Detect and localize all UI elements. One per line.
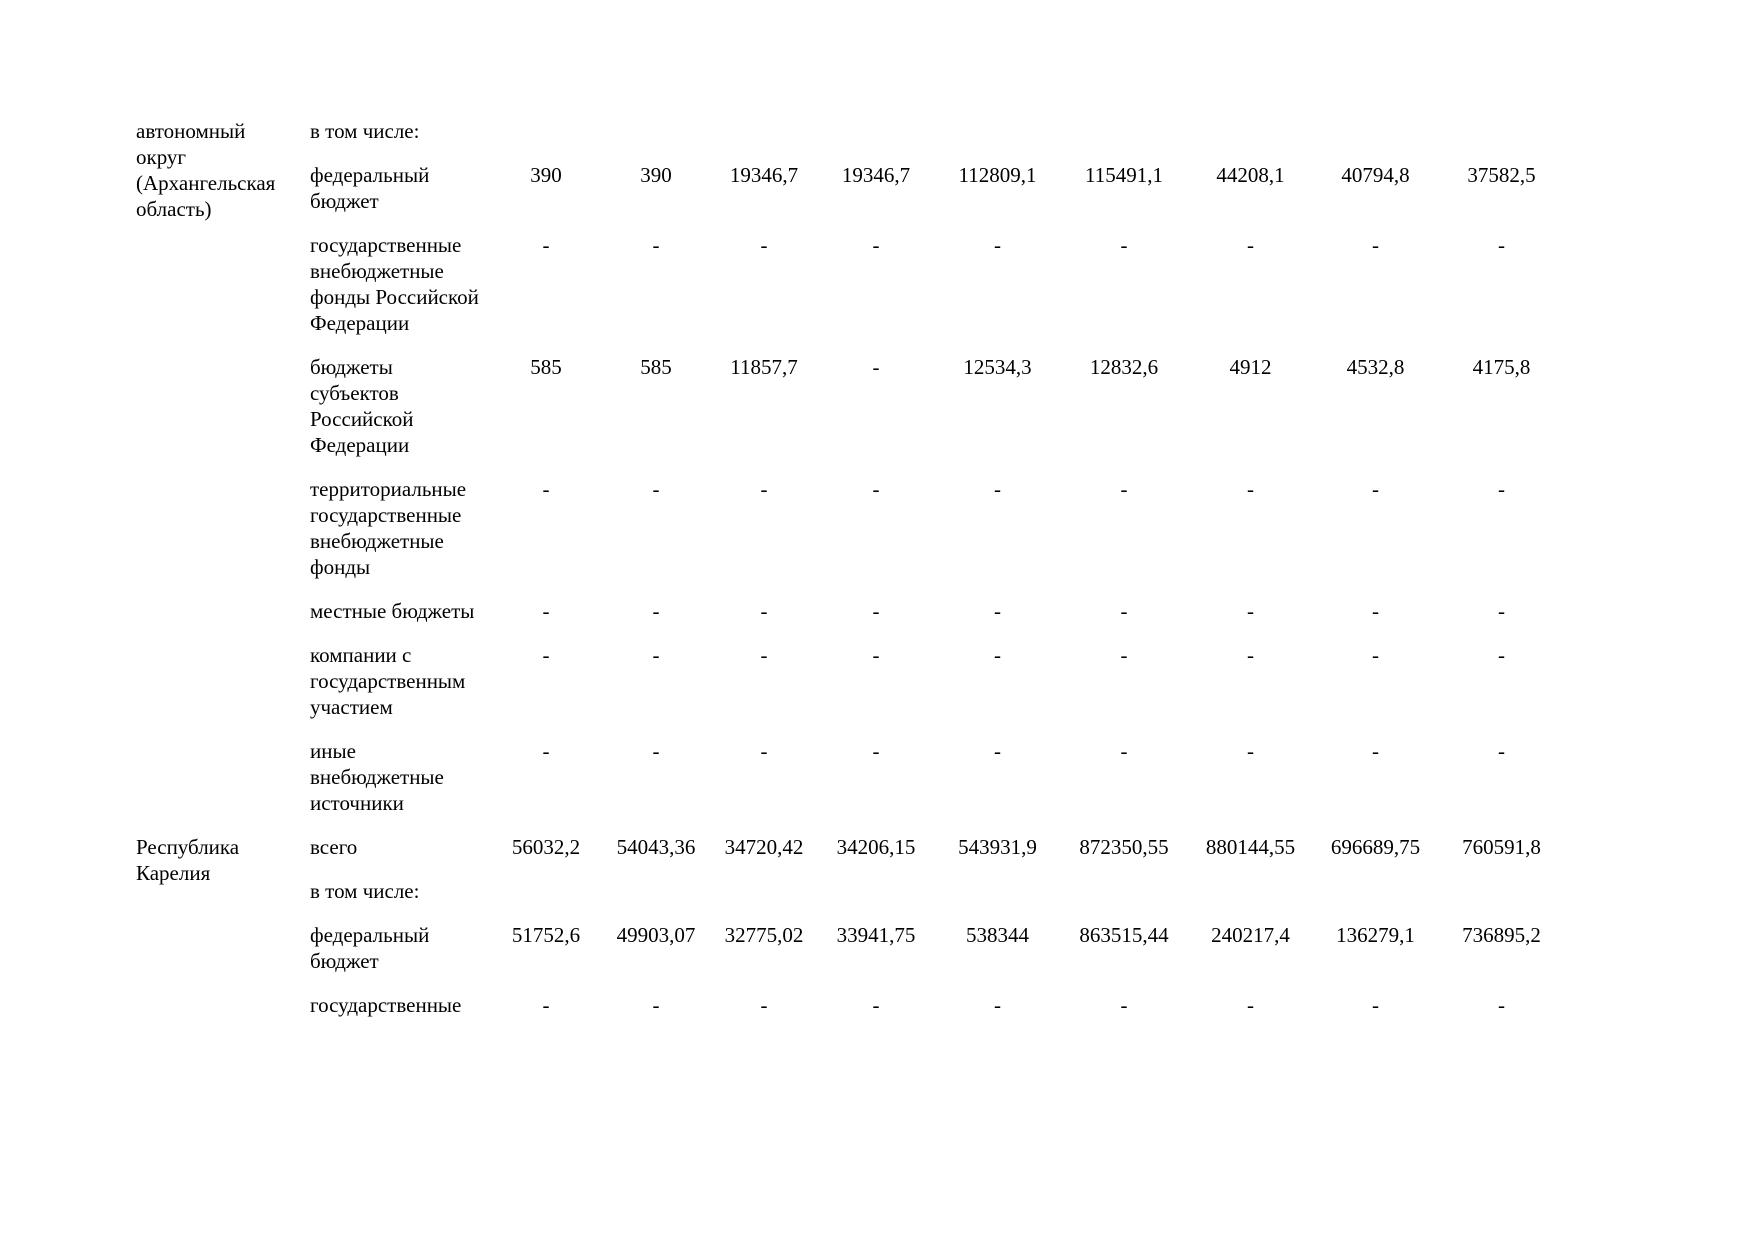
value-cell: 34206,15: [836, 835, 916, 859]
value-cell: -: [994, 477, 1001, 501]
value-cell: 33941,75: [836, 923, 916, 947]
value-cell: -: [872, 355, 880, 379]
value-cell: 880144,55: [1205, 835, 1296, 859]
value-cell: 240217,4: [1211, 923, 1290, 947]
value-cell: 543931,9: [958, 835, 1037, 859]
row-label: местные бюджеты: [310, 599, 475, 623]
region-name: Республика Карелия: [136, 835, 240, 885]
value-cell: -: [760, 643, 768, 667]
value-cell: -: [1247, 477, 1254, 501]
value-cell: -: [652, 599, 660, 623]
value-cell: 4532,8: [1346, 355, 1405, 379]
value-cell: 872350,55: [1079, 835, 1169, 859]
value-cell: 736895,2: [1462, 923, 1541, 947]
value-cell: -: [1120, 739, 1128, 763]
value-cell: 54043,36: [616, 835, 696, 859]
value-cell: -: [652, 993, 660, 1017]
table-row: [310, 354, 1566, 458]
row-label: государственные: [310, 993, 462, 1017]
value-cell: 37582,5: [1467, 163, 1536, 187]
value-cell: 390: [530, 163, 562, 187]
value-cell: 760591,8: [1462, 835, 1541, 859]
value-cell: -: [1498, 993, 1505, 1017]
value-cell: -: [872, 599, 880, 623]
value-cell: -: [872, 477, 880, 501]
region-name: автономный округ (Архангельская область): [136, 119, 276, 221]
value-cell: 696689,75: [1330, 835, 1421, 859]
group-rows: [310, 834, 1566, 1036]
row-label: иные внебюджетные источники: [310, 739, 444, 815]
value-cell: -: [760, 599, 768, 623]
value-cell: -: [542, 233, 550, 257]
value-cell: -: [872, 643, 880, 667]
value-cell: 40794,8: [1341, 163, 1410, 187]
value-cell: 12534,3: [963, 355, 1032, 379]
value-cell: -: [994, 233, 1001, 257]
value-cell: -: [652, 233, 660, 257]
value-cell: -: [1247, 599, 1254, 623]
value-cell: -: [994, 599, 1001, 623]
value-cell: -: [1498, 599, 1505, 623]
value-cell: 585: [530, 355, 562, 379]
value-cell: -: [652, 477, 660, 501]
row-label: в том числе:: [310, 879, 420, 903]
value-cell: -: [1120, 233, 1128, 257]
value-cell: -: [1372, 233, 1379, 257]
value-cell: 19346,7: [729, 163, 799, 187]
table-row: [310, 992, 1566, 1018]
value-cell: -: [542, 739, 550, 763]
value-cell: -: [1247, 643, 1254, 667]
value-cell: -: [994, 993, 1001, 1017]
table-row: [310, 834, 1566, 860]
value-cell: 390: [640, 163, 672, 187]
value-cell: 115491,1: [1085, 163, 1163, 187]
table-row: [310, 878, 1566, 904]
row-label: федеральный бюджет: [310, 923, 430, 973]
value-cell: 51752,6: [511, 923, 581, 947]
value-cell: -: [1498, 233, 1505, 257]
row-label: федеральный бюджет: [310, 163, 430, 213]
row-label: всего: [310, 835, 358, 859]
value-cell: -: [1372, 599, 1379, 623]
value-cell: 538344: [966, 923, 1029, 947]
value-cell: -: [872, 993, 880, 1017]
value-cell: -: [1498, 739, 1505, 763]
table-row: [310, 476, 1566, 580]
value-cell: -: [760, 993, 768, 1017]
value-cell: 56032,2: [511, 835, 581, 859]
group-rows: [310, 118, 1566, 834]
value-cell: 12832,6: [1089, 355, 1159, 379]
value-cell: -: [1498, 477, 1505, 501]
table-row: [310, 738, 1566, 816]
table-row: [310, 598, 1566, 624]
table-group: [136, 834, 1754, 1036]
table-group: [136, 118, 1754, 834]
value-cell: -: [1372, 477, 1379, 501]
value-cell: -: [542, 643, 550, 667]
value-cell: -: [542, 599, 550, 623]
value-cell: -: [760, 233, 768, 257]
value-cell: -: [1498, 643, 1505, 667]
value-cell: -: [1247, 739, 1254, 763]
value-cell: -: [994, 739, 1001, 763]
table-row: [310, 922, 1566, 974]
table-row: [310, 118, 1566, 144]
value-cell: 136279,1: [1336, 923, 1415, 947]
value-cell: -: [652, 739, 660, 763]
row-label: территориальные государственные внебюджетные фонды: [310, 477, 467, 579]
value-cell: -: [760, 739, 768, 763]
table-row: [310, 162, 1566, 214]
value-cell: -: [1120, 643, 1128, 667]
value-cell: -: [1372, 993, 1379, 1017]
value-cell: -: [1120, 599, 1128, 623]
value-cell: 34720,42: [724, 835, 804, 859]
value-cell: 32775,02: [724, 923, 804, 947]
value-cell: -: [542, 993, 550, 1017]
value-cell: -: [652, 643, 660, 667]
row-label: компании с государственным участием: [310, 643, 466, 719]
value-cell: -: [1372, 739, 1379, 763]
value-cell: -: [994, 643, 1001, 667]
value-cell: -: [542, 477, 550, 501]
value-cell: -: [1247, 993, 1254, 1017]
value-cell: 4912: [1229, 355, 1272, 379]
value-cell: -: [1120, 993, 1128, 1017]
value-cell: 11857,7: [730, 355, 798, 379]
row-label: в том числе:: [310, 119, 420, 143]
value-cell: 49903,07: [616, 923, 696, 947]
value-cell: -: [872, 233, 880, 257]
value-cell: -: [872, 739, 880, 763]
value-cell: 4175,8: [1472, 355, 1531, 379]
value-cell: -: [760, 477, 768, 501]
table-row: [310, 642, 1566, 720]
value-cell: 19346,7: [841, 163, 911, 187]
table-row: [310, 232, 1566, 336]
value-cell: 112809,1: [958, 163, 1037, 187]
value-cell: -: [1247, 233, 1254, 257]
value-cell: 585: [640, 355, 672, 379]
budget-table: [136, 118, 1754, 1036]
value-cell: 863515,44: [1079, 923, 1169, 947]
value-cell: -: [1120, 477, 1128, 501]
row-label: бюджеты субъектов Российской Федерации: [310, 355, 414, 457]
row-label: государственные внебюджетные фонды Российской Федерации: [310, 233, 479, 335]
value-cell: -: [1372, 643, 1379, 667]
value-cell: 44208,1: [1216, 163, 1285, 187]
